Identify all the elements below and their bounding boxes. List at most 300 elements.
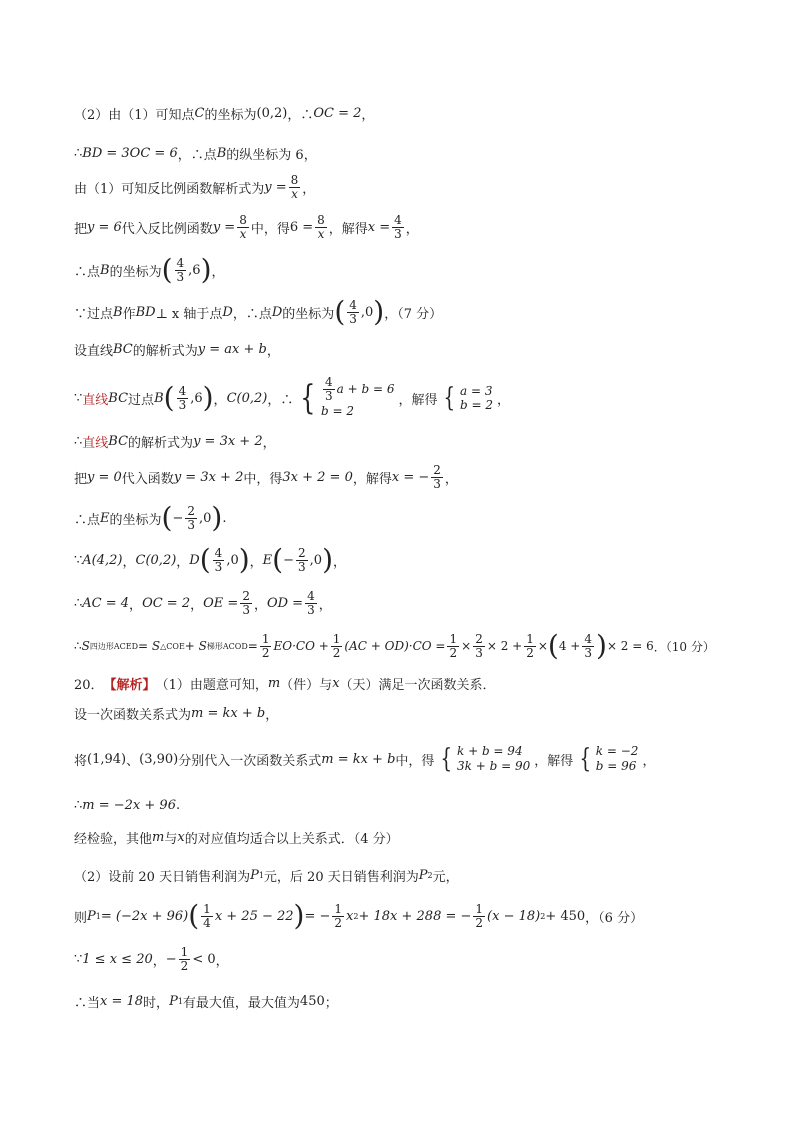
equation: 1 ≤ x ≤ 20 (82, 952, 153, 967)
equation: OE = (203, 596, 239, 611)
text: 的坐标为 (109, 264, 162, 280)
equation: OD = (266, 596, 304, 611)
line-bc: BC (113, 342, 133, 357)
fraction (323, 376, 335, 403)
equation: 3x + 2 = 0 (282, 470, 353, 485)
text: ， (152, 954, 166, 969)
text: （1）由题意可知， (155, 678, 268, 693)
text: ， (318, 598, 332, 613)
system-row: k = −2 (595, 744, 639, 758)
paren-close: ) (238, 543, 250, 576)
paren-open: ( (334, 295, 346, 328)
point-e: E (262, 552, 273, 568)
numerator: 1 (261, 631, 270, 646)
denominator: 3 (433, 477, 441, 491)
line-19 (74, 828, 734, 847)
therefore: ∴点 (74, 264, 101, 280)
text: 的坐标为 (282, 306, 335, 322)
equation: (AC + OD)·CO = (344, 639, 446, 653)
highlight-text: 直线 (82, 436, 109, 451)
numerator: 2 (187, 503, 196, 518)
line-8 (74, 376, 734, 420)
text: 分别代入一次函数关系式 (178, 753, 322, 769)
system-row: a = 3 (460, 384, 493, 398)
text: ， (497, 392, 511, 408)
minus: − (165, 952, 177, 967)
because: ∵ (74, 952, 83, 967)
line-18 (74, 798, 734, 813)
text: ， (211, 264, 225, 280)
paren-open: ( (272, 543, 284, 576)
equation: y = 0 (87, 470, 122, 485)
text: 的解析式为 (128, 436, 194, 451)
point-c: C (194, 106, 205, 121)
text: 元， (432, 870, 459, 885)
fraction (473, 633, 485, 660)
numerator: 4 (584, 631, 592, 646)
brace: { (440, 744, 453, 774)
equation: EO·CO + (273, 639, 329, 653)
text: 过点 (128, 392, 155, 408)
area-symbol: S (81, 639, 90, 653)
equation: = S (138, 639, 161, 653)
point-e: E (100, 510, 110, 526)
point-d: D (189, 552, 200, 568)
text: ，∴点 (177, 148, 217, 163)
fraction (289, 174, 301, 201)
denominator: x (291, 187, 298, 201)
equation: y = ax + b (197, 342, 267, 357)
equation: BD = 3OC = 6 (82, 146, 178, 161)
line-15 (74, 674, 734, 693)
subscript: 1 (258, 871, 264, 880)
variable: x (346, 908, 354, 924)
numerator: 2 (475, 631, 483, 646)
line-9 (74, 432, 734, 451)
numerator: 1 (180, 945, 189, 959)
numerator: 4 (176, 255, 185, 270)
numerator: 2 (242, 589, 250, 603)
numerator: 1 (449, 631, 458, 646)
brace: { (579, 744, 592, 774)
paren-close: ) (200, 253, 212, 286)
minus: − (172, 510, 184, 526)
because: ∵ (74, 390, 83, 406)
fraction (524, 633, 536, 660)
text: ， (249, 554, 263, 570)
equation: x + 25 − 22 (214, 908, 294, 924)
text: 元，后 20 天日销售利润为 (263, 870, 419, 885)
text: 的坐标为 (204, 108, 257, 123)
fraction (582, 633, 594, 660)
equation: y = (264, 180, 287, 195)
subscript: 四边形ACED (89, 641, 139, 651)
denominator: 3 (349, 311, 357, 326)
fraction (185, 505, 197, 532)
profit-symbol: P (169, 994, 178, 1009)
text: ， (405, 222, 419, 237)
text: 与 (164, 832, 178, 847)
fraction (179, 946, 191, 973)
fraction (296, 547, 308, 574)
variable: x (177, 830, 185, 845)
text: 代入反比例函数 (121, 222, 213, 237)
line-3 (74, 174, 734, 201)
coord-tail: ,0 (309, 552, 323, 568)
fraction (447, 633, 459, 660)
line-13 (74, 590, 734, 617)
denominator: x (317, 227, 325, 241)
coord: (1,94) (87, 751, 127, 767)
text: 、 (126, 753, 140, 769)
coord: (0,2) (256, 106, 288, 121)
therefore: ∴ (74, 798, 83, 813)
denominator: 4 (203, 915, 211, 930)
paren-close: ) (373, 295, 385, 328)
therefore: ∴当 (74, 996, 101, 1011)
paren-open: ( (161, 253, 173, 286)
point-d: D (222, 304, 233, 320)
fraction (213, 547, 225, 574)
equation: + 18x + 288 = − (358, 908, 472, 924)
paren-close: ) (596, 629, 607, 662)
text: ⊥ x 轴于点 (155, 306, 223, 322)
equation: = − (304, 908, 331, 924)
text: ， (215, 954, 229, 969)
equation: y = 6 (87, 220, 122, 235)
coord: (3,90) (139, 751, 179, 767)
text: ， (333, 554, 347, 570)
numerator: 2 (433, 463, 441, 477)
equation: x = − (391, 470, 430, 485)
text: 中，得 (243, 472, 283, 487)
coord-tail: ,0 (199, 510, 212, 526)
equation-system (438, 744, 530, 774)
subscript: △COE (160, 641, 185, 651)
line-16 (74, 704, 734, 723)
coord-tail: ,6 (190, 390, 203, 406)
segment: BD (135, 304, 156, 320)
fraction (431, 464, 443, 491)
equation: OC = 2 (313, 106, 362, 121)
equation: m = kx + b (191, 706, 266, 721)
variable: m (267, 676, 281, 691)
line-7 (74, 340, 734, 359)
system-row: 3k + b = 90 (456, 759, 531, 773)
fraction (260, 633, 272, 660)
variable: m (152, 830, 165, 845)
line-23 (74, 992, 734, 1011)
equation: + 450 (545, 908, 586, 924)
max-value: 450 (299, 994, 325, 1009)
line-5 (74, 253, 734, 286)
solution-system (577, 744, 638, 774)
paren-open: ( (199, 543, 211, 576)
denominator: x (239, 227, 247, 241)
paren-open: ( (161, 501, 173, 534)
numerator: 8 (317, 213, 325, 227)
text: ，∴点 (232, 306, 272, 322)
denominator: 3 (178, 397, 187, 412)
highlight-text: 直线 (82, 392, 109, 408)
text: （2）由（1）可知点 (74, 108, 195, 123)
text: . (222, 510, 227, 526)
score: ，（6 分） (585, 910, 644, 926)
text: ，解得 (398, 392, 438, 408)
subscript: 1 (177, 997, 183, 1006)
point-a: A(4,2) (82, 552, 123, 568)
text: . (175, 798, 181, 813)
text: ， (444, 472, 458, 487)
system-row: k + b = 94 (456, 744, 523, 758)
text: 设一次函数关系式为 (74, 708, 192, 723)
text: ， (265, 708, 279, 723)
equation: 4 + (558, 639, 581, 653)
denominator: 3 (584, 645, 592, 660)
equation: y = (212, 220, 236, 235)
paren-close: ) (202, 381, 214, 414)
numerator: 4 (307, 589, 315, 603)
paren-close: ) (322, 543, 333, 576)
text: 的坐标为 (109, 512, 162, 528)
because: ∵过点 (74, 306, 114, 322)
numerator: 1 (526, 631, 534, 646)
line-14 (74, 629, 734, 662)
profit-symbol: P (250, 868, 259, 883)
question-number: 20． (74, 678, 104, 693)
text: （天）满足一次函数关系． (339, 678, 496, 693)
equation: y = 3x + 2 (173, 470, 244, 485)
numerator: 1 (332, 631, 341, 646)
point-c: C(0,2) (226, 390, 268, 406)
therefore: ∴ (74, 639, 82, 653)
text: ， (213, 392, 227, 408)
brace: { (300, 378, 316, 418)
line-6 (74, 295, 734, 328)
denominator: 2 (449, 645, 458, 660)
because: ∵ (74, 552, 83, 568)
line-17 (74, 744, 734, 774)
line-10 (74, 464, 734, 491)
fraction (177, 385, 189, 412)
text: 的对应值均适合以上关系式．（4 分） (184, 832, 399, 847)
therefore: ∴ (74, 596, 83, 611)
paren-close: ) (211, 501, 223, 534)
text: 作 (122, 306, 136, 322)
text: ， (262, 436, 276, 451)
paren-close: ) (293, 899, 305, 932)
text: ； (324, 996, 338, 1011)
subscript: 1 (95, 911, 101, 921)
numerator: 1 (203, 901, 211, 916)
denominator: 3 (298, 559, 306, 574)
system-row: b = 96 (595, 759, 637, 773)
coord-tail: ,0 (360, 304, 374, 320)
denominator: 3 (475, 645, 483, 660)
equation: m = −2x + 96 (82, 798, 176, 813)
numerator: 4 (214, 545, 223, 560)
line-20 (74, 866, 734, 885)
analysis-tag: 【解析】 (103, 678, 156, 693)
system-row: b = 2 (460, 398, 494, 412)
text: ， (129, 598, 143, 613)
text: ， (176, 554, 190, 570)
therefore: ∴ (74, 434, 83, 449)
numerator: 4 (178, 383, 187, 398)
text: ， (266, 344, 280, 359)
denominator: 2 (261, 645, 270, 660)
fraction (315, 214, 327, 241)
line-bc: BC (108, 434, 129, 449)
denominator: 3 (176, 269, 185, 284)
fraction (201, 903, 213, 930)
times: × (537, 639, 548, 653)
equation: (x − 18) (487, 908, 541, 924)
text: 由（1）可知反比例函数解析式为 (74, 182, 265, 197)
equation-system (297, 376, 394, 420)
equation: = (−2x + 96) (100, 908, 189, 924)
subscript: 2 (427, 871, 433, 880)
line-12 (74, 543, 734, 576)
line-1 (74, 104, 734, 123)
text: 把 (74, 472, 88, 487)
text: ， (361, 108, 375, 123)
text: （2）设前 20 天日销售利润为 (74, 870, 251, 885)
text: ，解得 (352, 472, 392, 487)
score: ，（7 分） (384, 306, 443, 322)
denominator: 2 (475, 915, 484, 930)
point-c: C(0,2) (135, 552, 177, 568)
denominator: 2 (180, 959, 189, 973)
text: 设直线 (74, 344, 114, 359)
equation: = (247, 639, 258, 653)
line-11 (74, 501, 734, 534)
coord-tail: ,0 (226, 552, 239, 568)
numerator: 1 (334, 901, 343, 916)
text: 代入函数 (121, 472, 174, 487)
text: ， (253, 598, 267, 613)
text: 中，得 (250, 222, 290, 237)
equation: x = 18 (100, 994, 144, 1009)
superscript: 2 (540, 911, 546, 921)
denominator: 3 (307, 603, 315, 617)
equation: x = (367, 220, 391, 235)
therefore: ，∴ (267, 392, 294, 408)
fraction (331, 633, 343, 660)
text: ， (190, 598, 204, 613)
subscript: 梯形ACOD (206, 641, 248, 651)
line-4 (74, 214, 734, 241)
text: 时， (143, 996, 170, 1011)
variable: x (332, 676, 340, 691)
denominator: 2 (334, 915, 343, 930)
numerator: 4 (349, 297, 357, 312)
equation: AC = 4 (82, 596, 130, 611)
equation: y = 3x + 2 (193, 434, 263, 449)
equation: a + b = 6 (336, 382, 395, 396)
text: 的纵坐标为 6， (226, 148, 317, 163)
numerator: 8 (239, 213, 247, 227)
paren-open: ( (188, 899, 200, 932)
fraction (332, 903, 344, 930)
equation: OC = 2 (142, 596, 191, 611)
system-row: b = 2 (320, 404, 354, 418)
point-b: B (154, 390, 164, 406)
fraction (175, 257, 187, 284)
text: （件）与 (280, 678, 333, 693)
equation: m = kx + b (321, 751, 396, 767)
text: ， (122, 554, 136, 570)
point-b: B (216, 146, 227, 161)
point-d: D (271, 304, 283, 320)
numerator: 4 (394, 213, 402, 227)
therefore: ∴点 (74, 512, 101, 528)
coord-tail: ,6 (188, 262, 201, 278)
system-row (321, 376, 394, 403)
times: × (461, 639, 472, 653)
text: 有最大值，最大值为 (182, 996, 300, 1011)
text: 中，得 (395, 753, 435, 769)
profit-symbol: P (418, 868, 428, 883)
paren-open: ( (163, 381, 175, 414)
text: ，∴ (287, 108, 314, 123)
numerator: 2 (298, 545, 306, 560)
denominator: 2 (332, 645, 341, 660)
equation: × 2 = 6 (606, 639, 654, 653)
equation: 6 = (289, 220, 314, 235)
line-22 (74, 946, 734, 973)
text: 把 (74, 222, 88, 237)
denominator: 3 (187, 517, 196, 532)
fraction (473, 903, 485, 930)
text: 将 (74, 753, 88, 769)
text: 经检验，其他 (74, 832, 153, 847)
fraction (392, 214, 404, 241)
paren-open: ( (547, 629, 559, 662)
denominator: 3 (324, 389, 333, 403)
text: 的解析式为 (132, 344, 198, 359)
text: ， (642, 753, 656, 769)
denominator: 3 (394, 227, 402, 241)
numerator: 8 (290, 173, 299, 187)
minus: − (283, 552, 295, 568)
solution-system (441, 384, 493, 412)
brace: { (443, 383, 456, 413)
line-bc: BC (108, 390, 129, 406)
equation: < 0 (192, 952, 216, 967)
fraction (240, 590, 252, 617)
fraction (347, 299, 359, 326)
equation: + S (184, 639, 207, 653)
text: 则 (74, 910, 88, 926)
numerator: 1 (475, 901, 484, 916)
line-21 (74, 899, 734, 932)
line-2 (74, 144, 734, 163)
fraction (237, 214, 249, 241)
denominator: 3 (242, 603, 250, 617)
denominator: 3 (214, 559, 223, 574)
superscript: 2 (353, 911, 359, 921)
text: ，解得 (534, 753, 574, 769)
equation: × 2 + (486, 639, 523, 653)
text: ， (302, 182, 316, 197)
numerator: 4 (324, 375, 333, 389)
denominator: 2 (526, 645, 534, 660)
text: ，解得 (328, 222, 368, 237)
score: ．（10 分） (653, 639, 715, 654)
therefore: ∴ (74, 146, 83, 161)
point-b: B (113, 304, 123, 320)
